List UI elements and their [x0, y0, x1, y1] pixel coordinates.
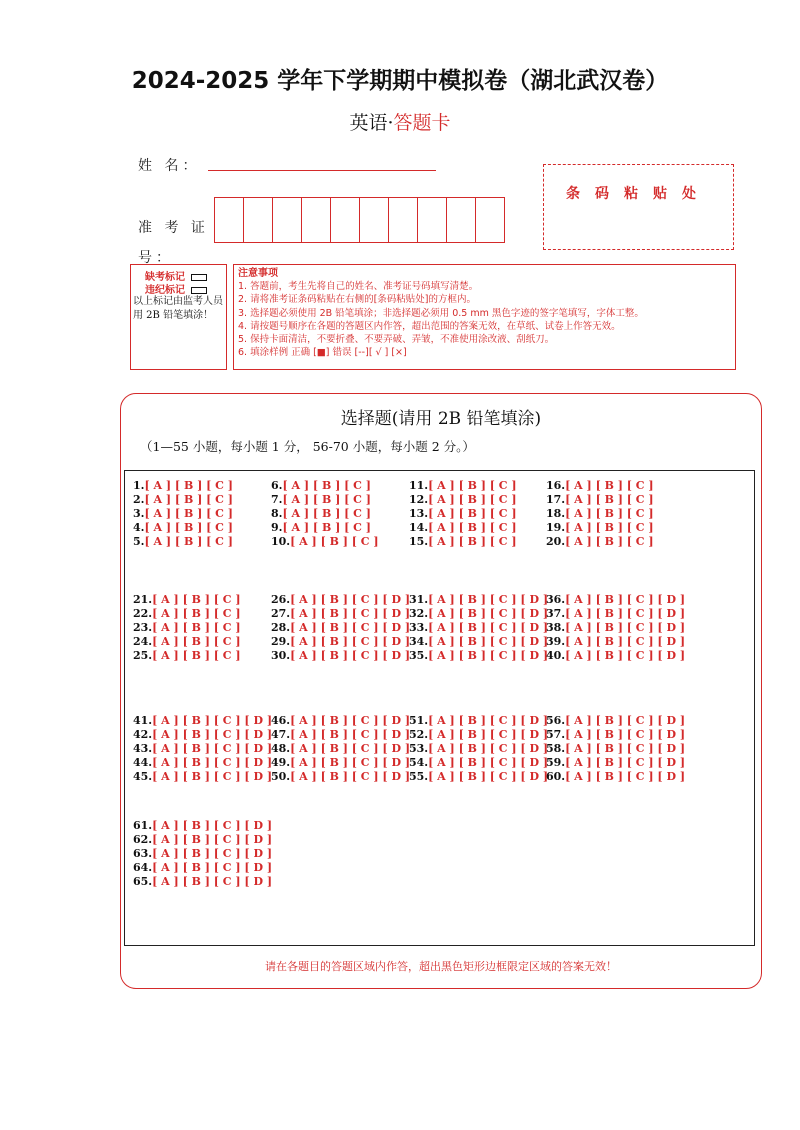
question-40[interactable]	[546, 649, 685, 663]
notice-item: 4. 请按题号顺序在各题的答题区内作答，超出范围的答案无效，在草纸、试卷上作答无效。	[238, 320, 621, 332]
answer-options[interactable]: [ A ] [ B ] [ C ] [ D ]	[565, 635, 686, 648]
question-49[interactable]	[271, 756, 410, 770]
answer-options[interactable]: [ A ] [ B ] [ C ] [ D ]	[428, 770, 549, 783]
question-30[interactable]	[271, 649, 410, 663]
question-10[interactable]	[271, 535, 379, 549]
answer-options[interactable]: [ A ] [ B ] [ C ] [ D ]	[428, 635, 549, 648]
answer-options[interactable]: [ A ] [ B ] [ C ] [ D ]	[565, 593, 686, 606]
section-subtitle: （1—55 小题，每小题 1 分， 56-70 小题，每小题 2 分。）	[140, 439, 475, 454]
answer-options[interactable]: [ A ] [ B ] [ C ]	[144, 535, 233, 548]
answer-options[interactable]: [ A ] [ B ] [ C ]	[152, 593, 241, 606]
question-number: 61.	[133, 819, 153, 832]
question-number: 44.	[133, 756, 153, 769]
question-number: 3.	[133, 507, 145, 520]
question-24[interactable]	[133, 635, 241, 649]
subject-label: 英语	[349, 112, 388, 134]
question-31[interactable]	[409, 593, 548, 607]
question-number: 58.	[546, 742, 566, 755]
question-18[interactable]	[546, 507, 654, 521]
question-39[interactable]	[546, 635, 685, 649]
question-27[interactable]	[271, 607, 410, 621]
answer-options[interactable]: [ A ] [ B ] [ C ] [ D ]	[290, 593, 411, 606]
question-29[interactable]	[271, 635, 410, 649]
question-53[interactable]	[409, 742, 548, 756]
answer-options[interactable]: [ A ] [ B ] [ C ] [ D ]	[428, 742, 549, 755]
question-number: 7.	[271, 493, 283, 506]
answer-options[interactable]: [ A ] [ B ] [ C ]	[282, 493, 371, 506]
answer-options[interactable]: [ A ] [ B ] [ C ] [ D ]	[428, 593, 549, 606]
question-number: 41.	[133, 714, 153, 727]
question-number: 36.	[546, 593, 566, 606]
question-number: 57.	[546, 728, 566, 741]
answer-options[interactable]: [ A ] [ B ] [ C ]	[565, 493, 654, 506]
question-2[interactable]	[133, 493, 233, 507]
question-5[interactable]	[133, 535, 233, 549]
notice-item: 5. 保持卡面清洁，不要折叠、不要弄破、弄皱，不准使用涂改液、刮纸刀。	[238, 334, 555, 346]
question-number: 25.	[133, 649, 153, 662]
question-number: 54.	[409, 756, 429, 769]
answer-options[interactable]: [ A ] [ B ] [ C ] [ D ]	[565, 728, 686, 741]
question-21[interactable]	[133, 593, 241, 607]
violation-mark-checkbox[interactable]	[191, 287, 207, 294]
question-number: 39.	[546, 635, 566, 648]
answer-options[interactable]: [ A ] [ B ] [ C ]	[152, 621, 241, 634]
question-number: 5.	[133, 535, 145, 548]
supervisor-mark-box	[130, 264, 227, 370]
question-number: 47.	[271, 728, 291, 741]
question-number: 37.	[546, 607, 566, 620]
barcode-label: 条码粘贴处	[566, 186, 711, 202]
answer-options[interactable]: [ A ] [ B ] [ C ]	[144, 493, 233, 506]
question-35[interactable]	[409, 649, 548, 663]
answer-options[interactable]: [ A ] [ B ] [ C ] [ D ]	[428, 756, 549, 769]
exam-id-box[interactable]	[388, 197, 418, 243]
question-65[interactable]	[133, 875, 272, 889]
question-number: 23.	[133, 621, 153, 634]
question-number: 59.	[546, 756, 566, 769]
answer-options[interactable]: [ A ] [ B ] [ C ] [ D ]	[290, 728, 411, 741]
question-33[interactable]	[409, 621, 548, 635]
question-number: 60.	[546, 770, 566, 783]
question-number: 4.	[133, 521, 145, 534]
exam-id-box[interactable]	[214, 197, 244, 243]
section-title: 选择题(请用 2B 铅笔填涂)	[340, 409, 542, 429]
question-17[interactable]	[546, 493, 654, 507]
answer-options[interactable]: [ A ] [ B ] [ C ] [ D ]	[152, 728, 273, 741]
exam-id-box[interactable]	[417, 197, 447, 243]
answer-options[interactable]: [ A ] [ B ] [ C ]	[565, 507, 654, 520]
question-number: 27.	[271, 607, 291, 620]
question-number: 9.	[271, 521, 283, 534]
question-50[interactable]	[271, 770, 410, 784]
exam-id-box[interactable]	[446, 197, 476, 243]
question-number: 14.	[409, 521, 429, 534]
question-34[interactable]	[409, 635, 548, 649]
question-43[interactable]	[133, 742, 272, 756]
name-label: 姓 名：	[138, 158, 201, 174]
answer-options[interactable]: [ A ] [ B ] [ C ] [ D ]	[565, 756, 686, 769]
question-44[interactable]	[133, 756, 272, 770]
exam-id-box[interactable]	[272, 197, 302, 243]
question-number: 63.	[133, 847, 153, 860]
answer-options[interactable]: [ A ] [ B ] [ C ]	[282, 521, 371, 534]
question-56[interactable]	[546, 714, 685, 728]
footer-note: 请在各题目的答题区域内作答，超出黑色矩形边框限定区域的答案无效！	[265, 960, 617, 973]
answer-options[interactable]: [ A ] [ B ] [ C ] [ D ]	[152, 875, 273, 888]
answer-options[interactable]: [ A ] [ B ] [ C ] [ D ]	[565, 621, 686, 634]
question-55[interactable]	[409, 770, 548, 784]
answer-options[interactable]: [ A ] [ B ] [ C ]	[565, 479, 654, 492]
question-number: 26.	[271, 593, 291, 606]
question-number: 51.	[409, 714, 429, 727]
question-number: 34.	[409, 635, 429, 648]
answer-options[interactable]: [ A ] [ B ] [ C ]	[565, 535, 654, 548]
question-number: 42.	[133, 728, 153, 741]
answer-options[interactable]: [ A ] [ B ] [ C ] [ D ]	[290, 714, 411, 727]
answer-options[interactable]: [ A ] [ B ] [ C ]	[144, 479, 233, 492]
question-number: 17.	[546, 493, 566, 506]
question-number: 32.	[409, 607, 429, 620]
question-13[interactable]	[409, 507, 517, 521]
question-number: 6.	[271, 479, 283, 492]
answer-options[interactable]: [ A ] [ B ] [ C ]	[428, 535, 517, 548]
question-number: 31.	[409, 593, 429, 606]
answer-options[interactable]: [ A ] [ B ] [ C ] [ D ]	[152, 819, 273, 832]
answer-options[interactable]: [ A ] [ B ] [ C ]	[152, 607, 241, 620]
question-number: 64.	[133, 861, 153, 874]
answer-options[interactable]: [ A ] [ B ] [ C ] [ D ]	[290, 770, 411, 783]
question-number: 40.	[546, 649, 566, 662]
answer-options[interactable]: [ A ] [ B ] [ C ] [ D ]	[428, 728, 549, 741]
question-8[interactable]	[271, 507, 371, 521]
notice-item: 1. 答题前，考生先将自己的姓名、准考证号码填写清楚。	[238, 281, 479, 293]
exam-id-box[interactable]	[359, 197, 389, 243]
question-number: 56.	[546, 714, 566, 727]
question-number: 55.	[409, 770, 429, 783]
question-58[interactable]	[546, 742, 685, 756]
notice-item: 3. 选择题必须使用 2B 铅笔填涂；非选择题必须用 0.5 mm 黑色字迹的签字笔填写，字体工整。	[238, 307, 644, 319]
notice-title: 注意事项	[238, 268, 278, 279]
question-37[interactable]	[546, 607, 685, 621]
question-number: 15.	[409, 535, 429, 548]
exam-id-box[interactable]	[243, 197, 273, 243]
answer-options[interactable]: [ A ] [ B ] [ C ] [ D ]	[152, 756, 273, 769]
question-number: 45.	[133, 770, 153, 783]
question-number: 20.	[546, 535, 566, 548]
question-7[interactable]	[271, 493, 371, 507]
answer-options[interactable]: [ A ] [ B ] [ C ]	[428, 521, 517, 534]
question-number: 18.	[546, 507, 566, 520]
notice-item: 2. 请将准考证条码粘贴在右侧的[条码粘贴处]的方框内。	[238, 294, 476, 306]
answer-options[interactable]: [ A ] [ B ] [ C ] [ D ]	[565, 607, 686, 620]
question-number: 49.	[271, 756, 291, 769]
absent-mark-checkbox[interactable]	[191, 274, 207, 281]
question-number: 33.	[409, 621, 429, 634]
question-47[interactable]	[271, 728, 410, 742]
card-subtitle	[0, 108, 800, 135]
exam-id-boxes	[214, 197, 504, 243]
answer-options[interactable]: [ A ] [ B ] [ C ]	[282, 507, 371, 520]
answer-options[interactable]: [ A ] [ B ] [ C ] [ D ]	[290, 621, 411, 634]
question-45[interactable]	[133, 770, 272, 784]
exam-id-label: 准 考 证 号：	[138, 220, 209, 266]
question-number: 8.	[271, 507, 283, 520]
answer-options[interactable]: [ A ] [ B ] [ C ]	[144, 507, 233, 520]
question-25[interactable]	[133, 649, 241, 663]
question-23[interactable]	[133, 621, 241, 635]
question-6[interactable]	[271, 479, 371, 493]
answer-options[interactable]: [ A ] [ B ] [ C ] [ D ]	[290, 649, 411, 662]
question-41[interactable]	[133, 714, 272, 728]
answer-options[interactable]: [ A ] [ B ] [ C ] [ D ]	[565, 714, 686, 727]
question-61[interactable]	[133, 819, 272, 833]
question-number: 30.	[271, 649, 291, 662]
question-28[interactable]	[271, 621, 410, 635]
answer-options[interactable]: [ A ] [ B ] [ C ] [ D ]	[290, 607, 411, 620]
violation-mark-row	[145, 281, 207, 296]
question-46[interactable]	[271, 714, 410, 728]
question-64[interactable]	[133, 861, 272, 875]
exam-id-box[interactable]	[475, 197, 505, 243]
mark-note: 以上标记由监考人员用 2B 铅笔填涂！	[133, 296, 223, 321]
violation-mark-label: 违纪标记	[145, 285, 185, 296]
question-20[interactable]	[546, 535, 654, 549]
answer-options[interactable]: [ A ] [ B ] [ C ] [ D ]	[428, 607, 549, 620]
answer-options[interactable]: [ A ] [ B ] [ C ] [ D ]	[152, 742, 273, 755]
answer-options[interactable]: [ A ] [ B ] [ C ]	[428, 507, 517, 520]
question-number: 22.	[133, 607, 153, 620]
answer-options[interactable]: [ A ] [ B ] [ C ] [ D ]	[152, 847, 273, 860]
question-number: 62.	[133, 833, 153, 846]
answer-options[interactable]: [ A ] [ B ] [ C ]	[565, 521, 654, 534]
question-12[interactable]	[409, 493, 517, 507]
question-number: 19.	[546, 521, 566, 534]
question-38[interactable]	[546, 621, 685, 635]
question-number: 1.	[133, 479, 145, 492]
absent-mark-label: 缺考标记	[145, 272, 185, 283]
page-title: 2024-2025 学年下学期期中模拟卷（湖北武汉卷）	[131, 68, 669, 94]
question-57[interactable]	[546, 728, 685, 742]
question-number: 65.	[133, 875, 153, 888]
question-number: 29.	[271, 635, 291, 648]
question-4[interactable]	[133, 521, 233, 535]
name-input-line[interactable]	[208, 170, 436, 171]
answer-area	[124, 470, 755, 946]
question-26[interactable]	[271, 593, 410, 607]
notice-box	[233, 264, 736, 370]
question-22[interactable]	[133, 607, 241, 621]
question-number: 21.	[133, 593, 153, 606]
question-19[interactable]	[546, 521, 654, 535]
question-16[interactable]	[546, 479, 654, 493]
question-number: 2.	[133, 493, 145, 506]
exam-id-box[interactable]	[330, 197, 360, 243]
answer-options[interactable]: [ A ] [ B ] [ C ]	[152, 635, 241, 648]
answer-options[interactable]: [ A ] [ B ] [ C ] [ D ]	[428, 649, 549, 662]
question-number: 16.	[546, 479, 566, 492]
answer-options[interactable]: [ A ] [ B ] [ C ] [ D ]	[152, 833, 273, 846]
question-number: 52.	[409, 728, 429, 741]
question-63[interactable]	[133, 847, 272, 861]
question-number: 38.	[546, 621, 566, 634]
answer-options[interactable]: [ A ] [ B ] [ C ] [ D ]	[290, 742, 411, 755]
question-number: 53.	[409, 742, 429, 755]
answer-options[interactable]: [ A ] [ B ] [ C ] [ D ]	[152, 861, 273, 874]
answer-options[interactable]: [ A ] [ B ] [ C ] [ D ]	[565, 649, 686, 662]
answer-options[interactable]: [ A ] [ B ] [ C ]	[144, 521, 233, 534]
question-number: 11.	[409, 479, 429, 492]
question-number: 10.	[271, 535, 291, 548]
question-48[interactable]	[271, 742, 410, 756]
question-54[interactable]	[409, 756, 548, 770]
question-number: 13.	[409, 507, 429, 520]
question-1[interactable]	[133, 479, 233, 493]
subtitle-separator: ·	[387, 112, 394, 134]
answer-options[interactable]: [ A ] [ B ] [ C ] [ D ]	[565, 742, 686, 755]
question-36[interactable]	[546, 593, 685, 607]
notice-item: 6. 填涂样例 正确 [■] 错误 [--][ √ ] [×]	[238, 347, 407, 359]
answer-options[interactable]: [ A ] [ B ] [ C ] [ D ]	[152, 714, 273, 727]
question-32[interactable]	[409, 607, 548, 621]
question-42[interactable]	[133, 728, 272, 742]
answer-options[interactable]: [ A ] [ B ] [ C ]	[290, 535, 379, 548]
answer-options[interactable]: [ A ] [ B ] [ C ] [ D ]	[152, 770, 273, 783]
question-number: 48.	[271, 742, 291, 755]
question-number: 46.	[271, 714, 291, 727]
answer-options[interactable]: [ A ] [ B ] [ C ]	[282, 479, 371, 492]
question-number: 43.	[133, 742, 153, 755]
answer-options[interactable]: [ A ] [ B ] [ C ] [ D ]	[290, 635, 411, 648]
answer-options[interactable]: [ A ] [ B ] [ C ] [ D ]	[565, 770, 686, 783]
question-62[interactable]	[133, 833, 272, 847]
question-11[interactable]	[409, 479, 517, 493]
question-14[interactable]	[409, 521, 517, 535]
answer-card-label: 答题卡	[393, 112, 451, 134]
question-59[interactable]	[546, 756, 685, 770]
question-number: 12.	[409, 493, 429, 506]
question-15[interactable]	[409, 535, 517, 549]
question-60[interactable]	[546, 770, 685, 784]
question-9[interactable]	[271, 521, 371, 535]
answer-options[interactable]: [ A ] [ B ] [ C ] [ D ]	[428, 714, 549, 727]
exam-id-box[interactable]	[301, 197, 331, 243]
answer-options[interactable]: [ A ] [ B ] [ C ]	[428, 479, 517, 492]
question-51[interactable]	[409, 714, 548, 728]
answer-options[interactable]: [ A ] [ B ] [ C ]	[428, 493, 517, 506]
question-number: 28.	[271, 621, 291, 634]
barcode-area	[543, 164, 734, 250]
question-52[interactable]	[409, 728, 548, 742]
question-3[interactable]	[133, 507, 233, 521]
answer-options[interactable]: [ A ] [ B ] [ C ] [ D ]	[428, 621, 549, 634]
question-number: 50.	[271, 770, 291, 783]
answer-options[interactable]: [ A ] [ B ] [ C ] [ D ]	[290, 756, 411, 769]
question-number: 24.	[133, 635, 153, 648]
question-number: 35.	[409, 649, 429, 662]
answer-options[interactable]: [ A ] [ B ] [ C ]	[152, 649, 241, 662]
